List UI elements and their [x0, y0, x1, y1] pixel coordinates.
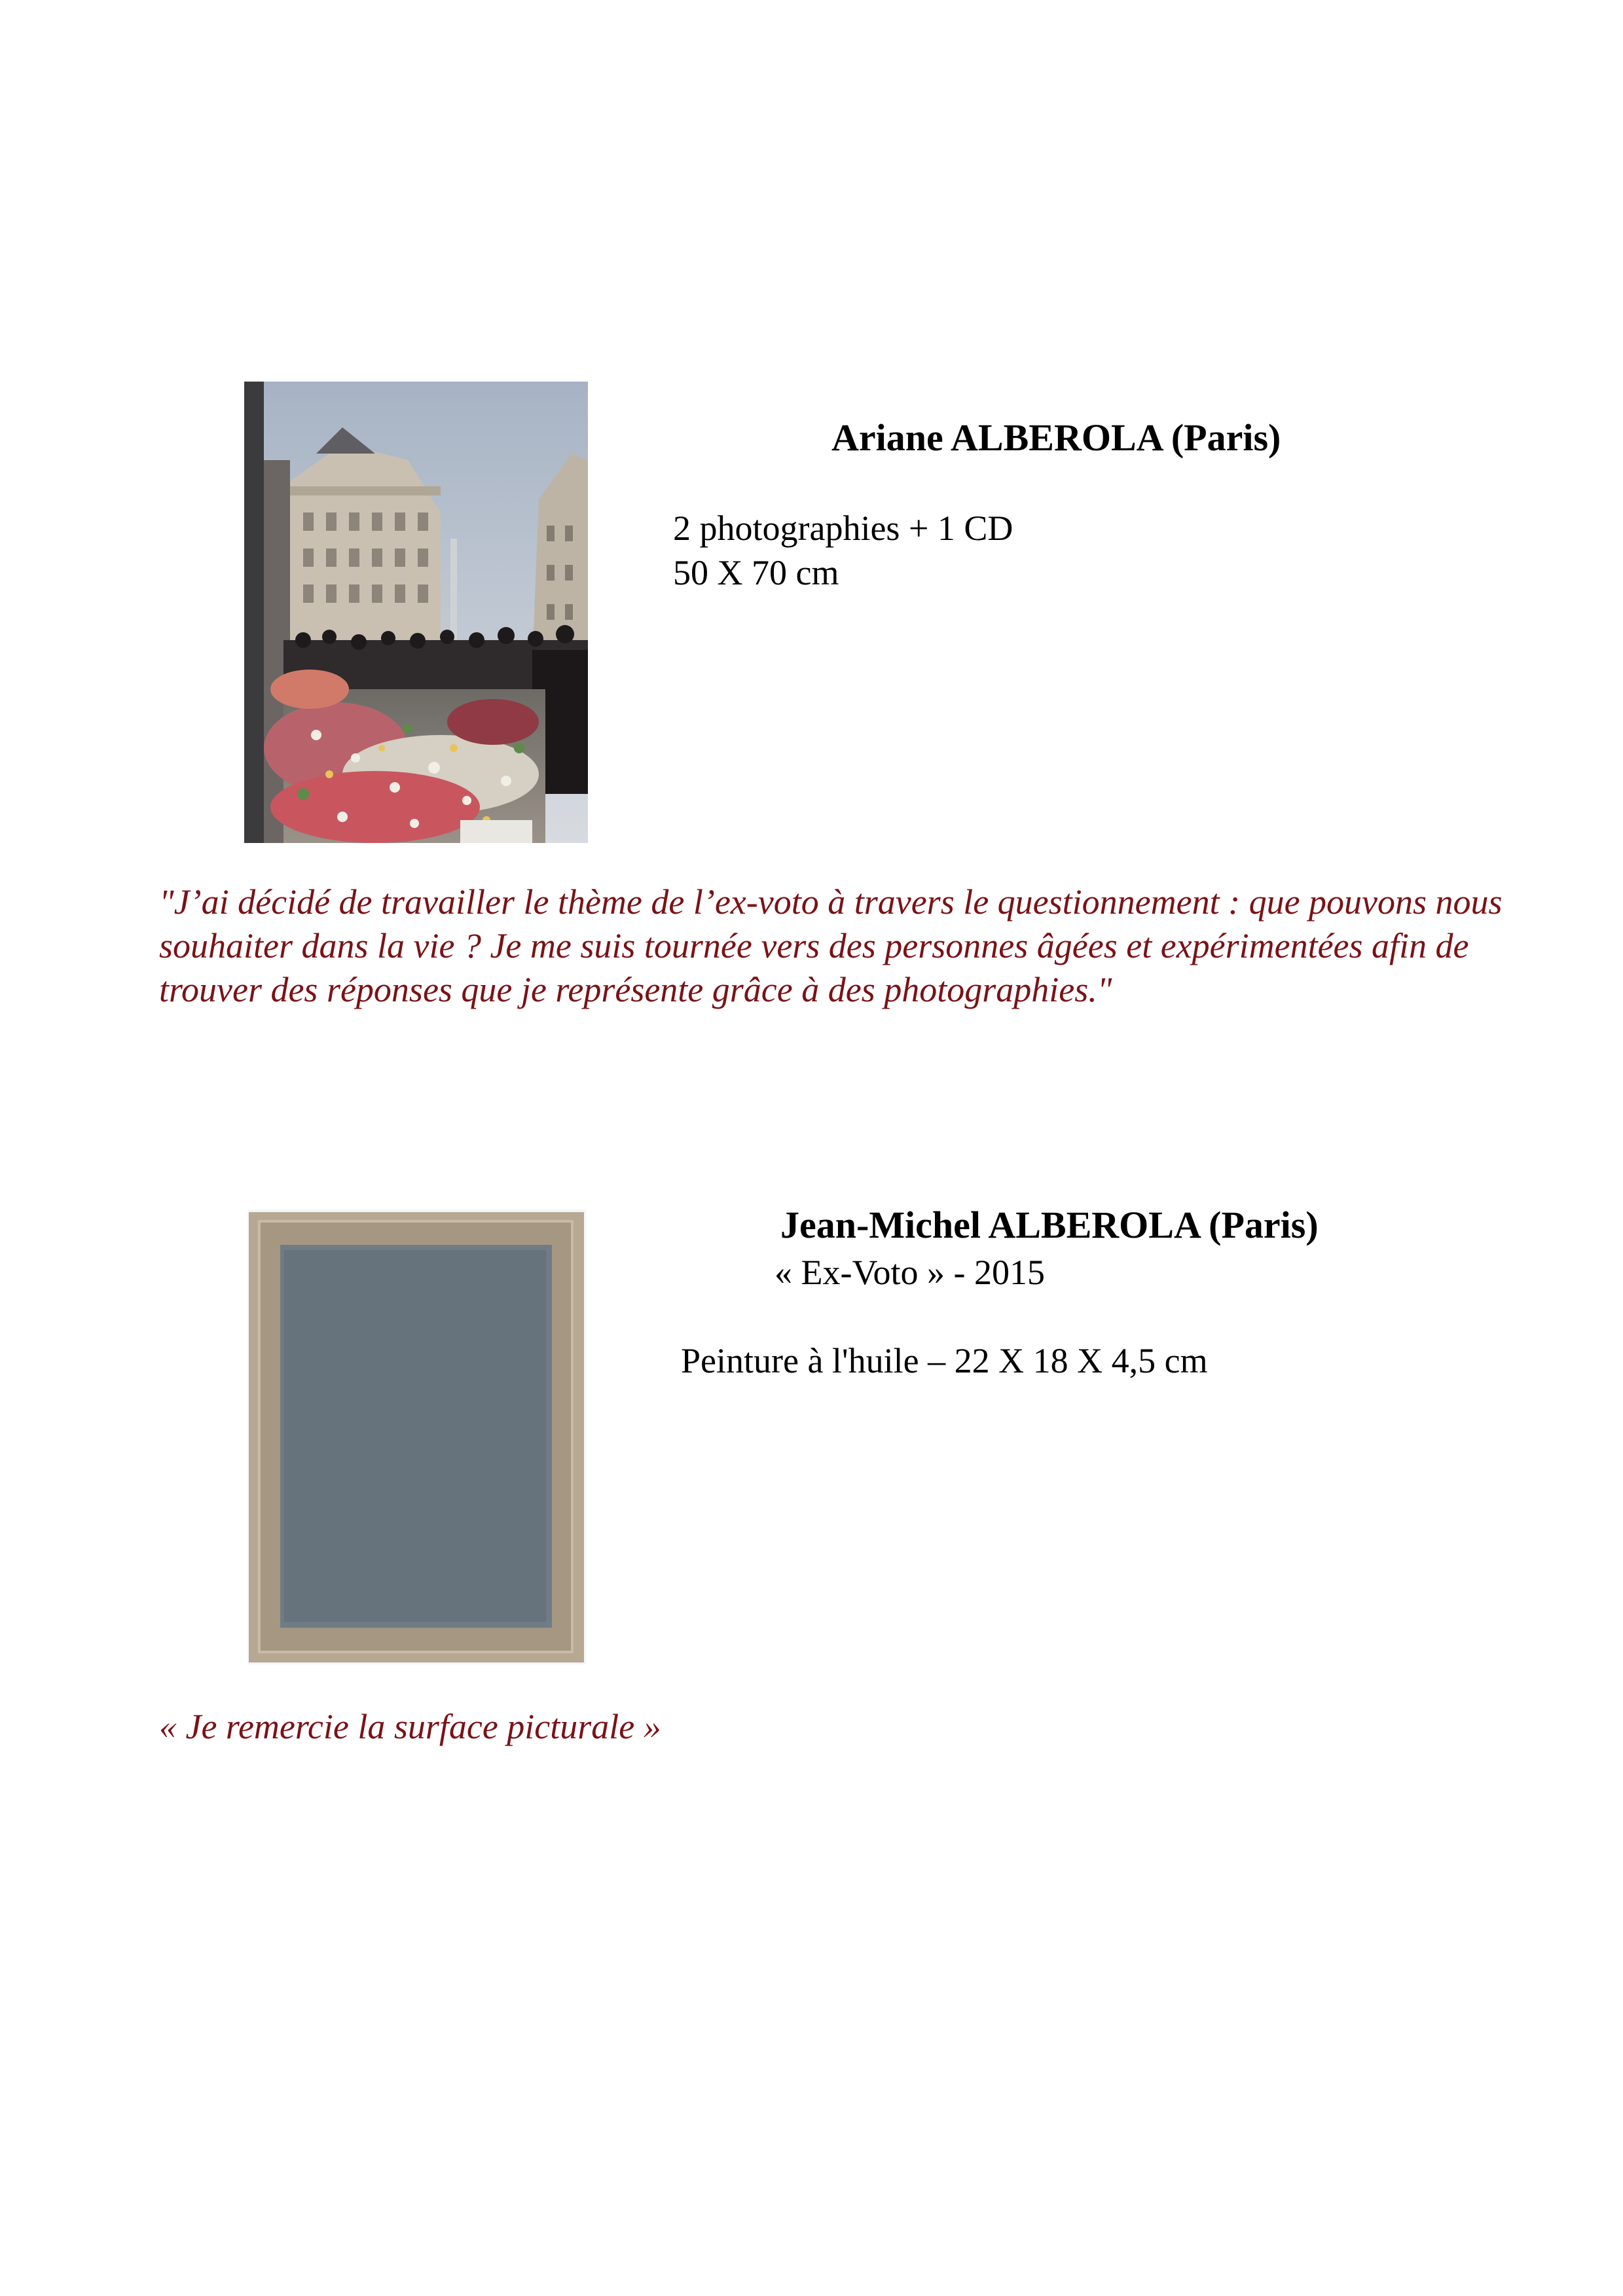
- artist-quote: "J’ai décidé de travailler le thème de l’ex-voto à travers le questionnement : que pouvons nous souhaiter dans la vie ? Je me suis tournée vers des personnes âgées et expérimentées afin de trouver des réponses que je représente grâce à des photographies.": [159, 882, 1503, 1009]
- artwork-medium: Peinture à l'huile – 22 X 18 X 4,5 cm: [681, 1341, 1208, 1380]
- artist-name: Jean-Michel ALBEROLA (Paris): [780, 1204, 1319, 1246]
- artwork-dimensions: 50 X 70 cm: [673, 553, 839, 592]
- artwork-medium: 2 photographies + 1 CD: [673, 509, 1013, 548]
- artist-name: Ariane ALBEROLA (Paris): [831, 416, 1281, 459]
- artwork-painting-ex-voto: [247, 1210, 586, 1664]
- artwork-title: « Ex-Voto » - 2015: [775, 1253, 1045, 1292]
- artwork-photo-memorial: [244, 382, 588, 843]
- artist-quote: « Je remercie la surface picturale »: [159, 1707, 661, 1746]
